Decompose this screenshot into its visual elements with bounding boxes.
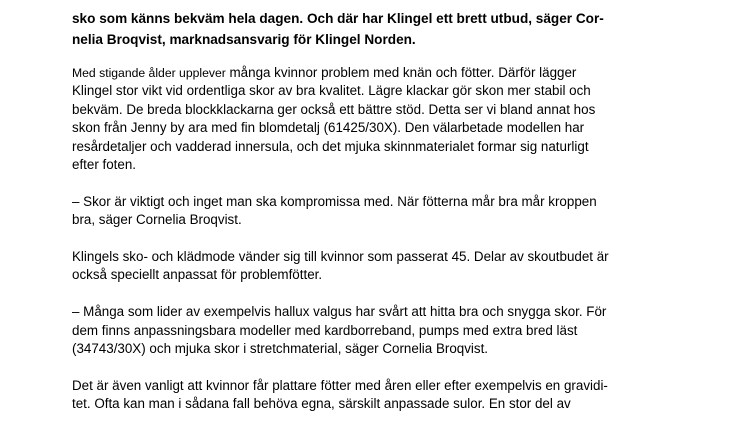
- lead-line: sko som känns bekväm hela dagen. Och där har Klingel ett brett utbud, säger Cor-: [72, 11, 604, 26]
- paragraph: [72, 248, 609, 285]
- paragraph-line: skon från Jenny by ara med fin blomdetalj (61425/30X). Den välarbetade modellen har: [72, 120, 585, 136]
- paragraph-line: (34743/30X) och mjuka skor i stretchmaterial, säger Cornelia Broqvist.: [72, 341, 489, 357]
- paragraph-line: – Många som lider av exempelvis hallux valgus har svårt att hitta bra och snygga skor. För: [72, 304, 607, 320]
- lead-line: nelia Broqvist, marknadsansvarig för Klingel Norden.: [72, 32, 416, 47]
- paragraph-line: efter foten.: [72, 157, 137, 173]
- paragraph-line: bra, säger Cornelia Broqvist.: [72, 212, 242, 228]
- paragraph: [72, 64, 609, 174]
- paragraph: [72, 377, 609, 414]
- paragraph-line: – Skor är viktigt och inget man ska kompromissa med. När fötterna mår bra mår kroppen: [72, 193, 597, 209]
- paragraph-line: tet. Ofta kan man i sådana fall behöva egna, särskilt anpassade sulor. En stor del av: [72, 396, 571, 412]
- paragraph-line: [72, 64, 609, 82]
- paragraph-line: Klingel stor vikt vid ordentliga skor av bra kvalitet. Lägre klackar gör skon mer stabil och: [72, 83, 591, 99]
- paragraph-line-rest: många kvinnor problem med knän och fötter. Därför lägger: [225, 65, 577, 80]
- paragraph-line: också speciellt anpassat för problemfötter.: [72, 267, 323, 283]
- quote-paragraph: [72, 303, 609, 358]
- paragraph-line: Det är även vanligt att kvinnor får plattare fötter med åren eller efter exempelvis en gravidi-: [72, 377, 608, 393]
- paragraph-line-start: Med stigande ålder upplever: [72, 66, 226, 80]
- paragraph-line: resårdetaljer och vadderad innersula, och det mjuka skinnmaterialet formar sig naturligt: [72, 138, 589, 154]
- quote-paragraph: [72, 193, 609, 230]
- paragraph-line: bekväm. De breda blockklackarna ger också ett bättre stöd. Detta ser vi bland annat hos: [72, 101, 596, 117]
- body-text: [72, 64, 609, 432]
- paragraph-line: dem finns anpassningsbara modeller med kardborreband, pumps med extra bred läst: [72, 322, 578, 338]
- paragraph-line: Klingels sko- och klädmode vänder sig till kvinnor som passerat 45. Delar av skoutbudet är: [72, 249, 609, 265]
- lead-paragraph: [72, 8, 604, 50]
